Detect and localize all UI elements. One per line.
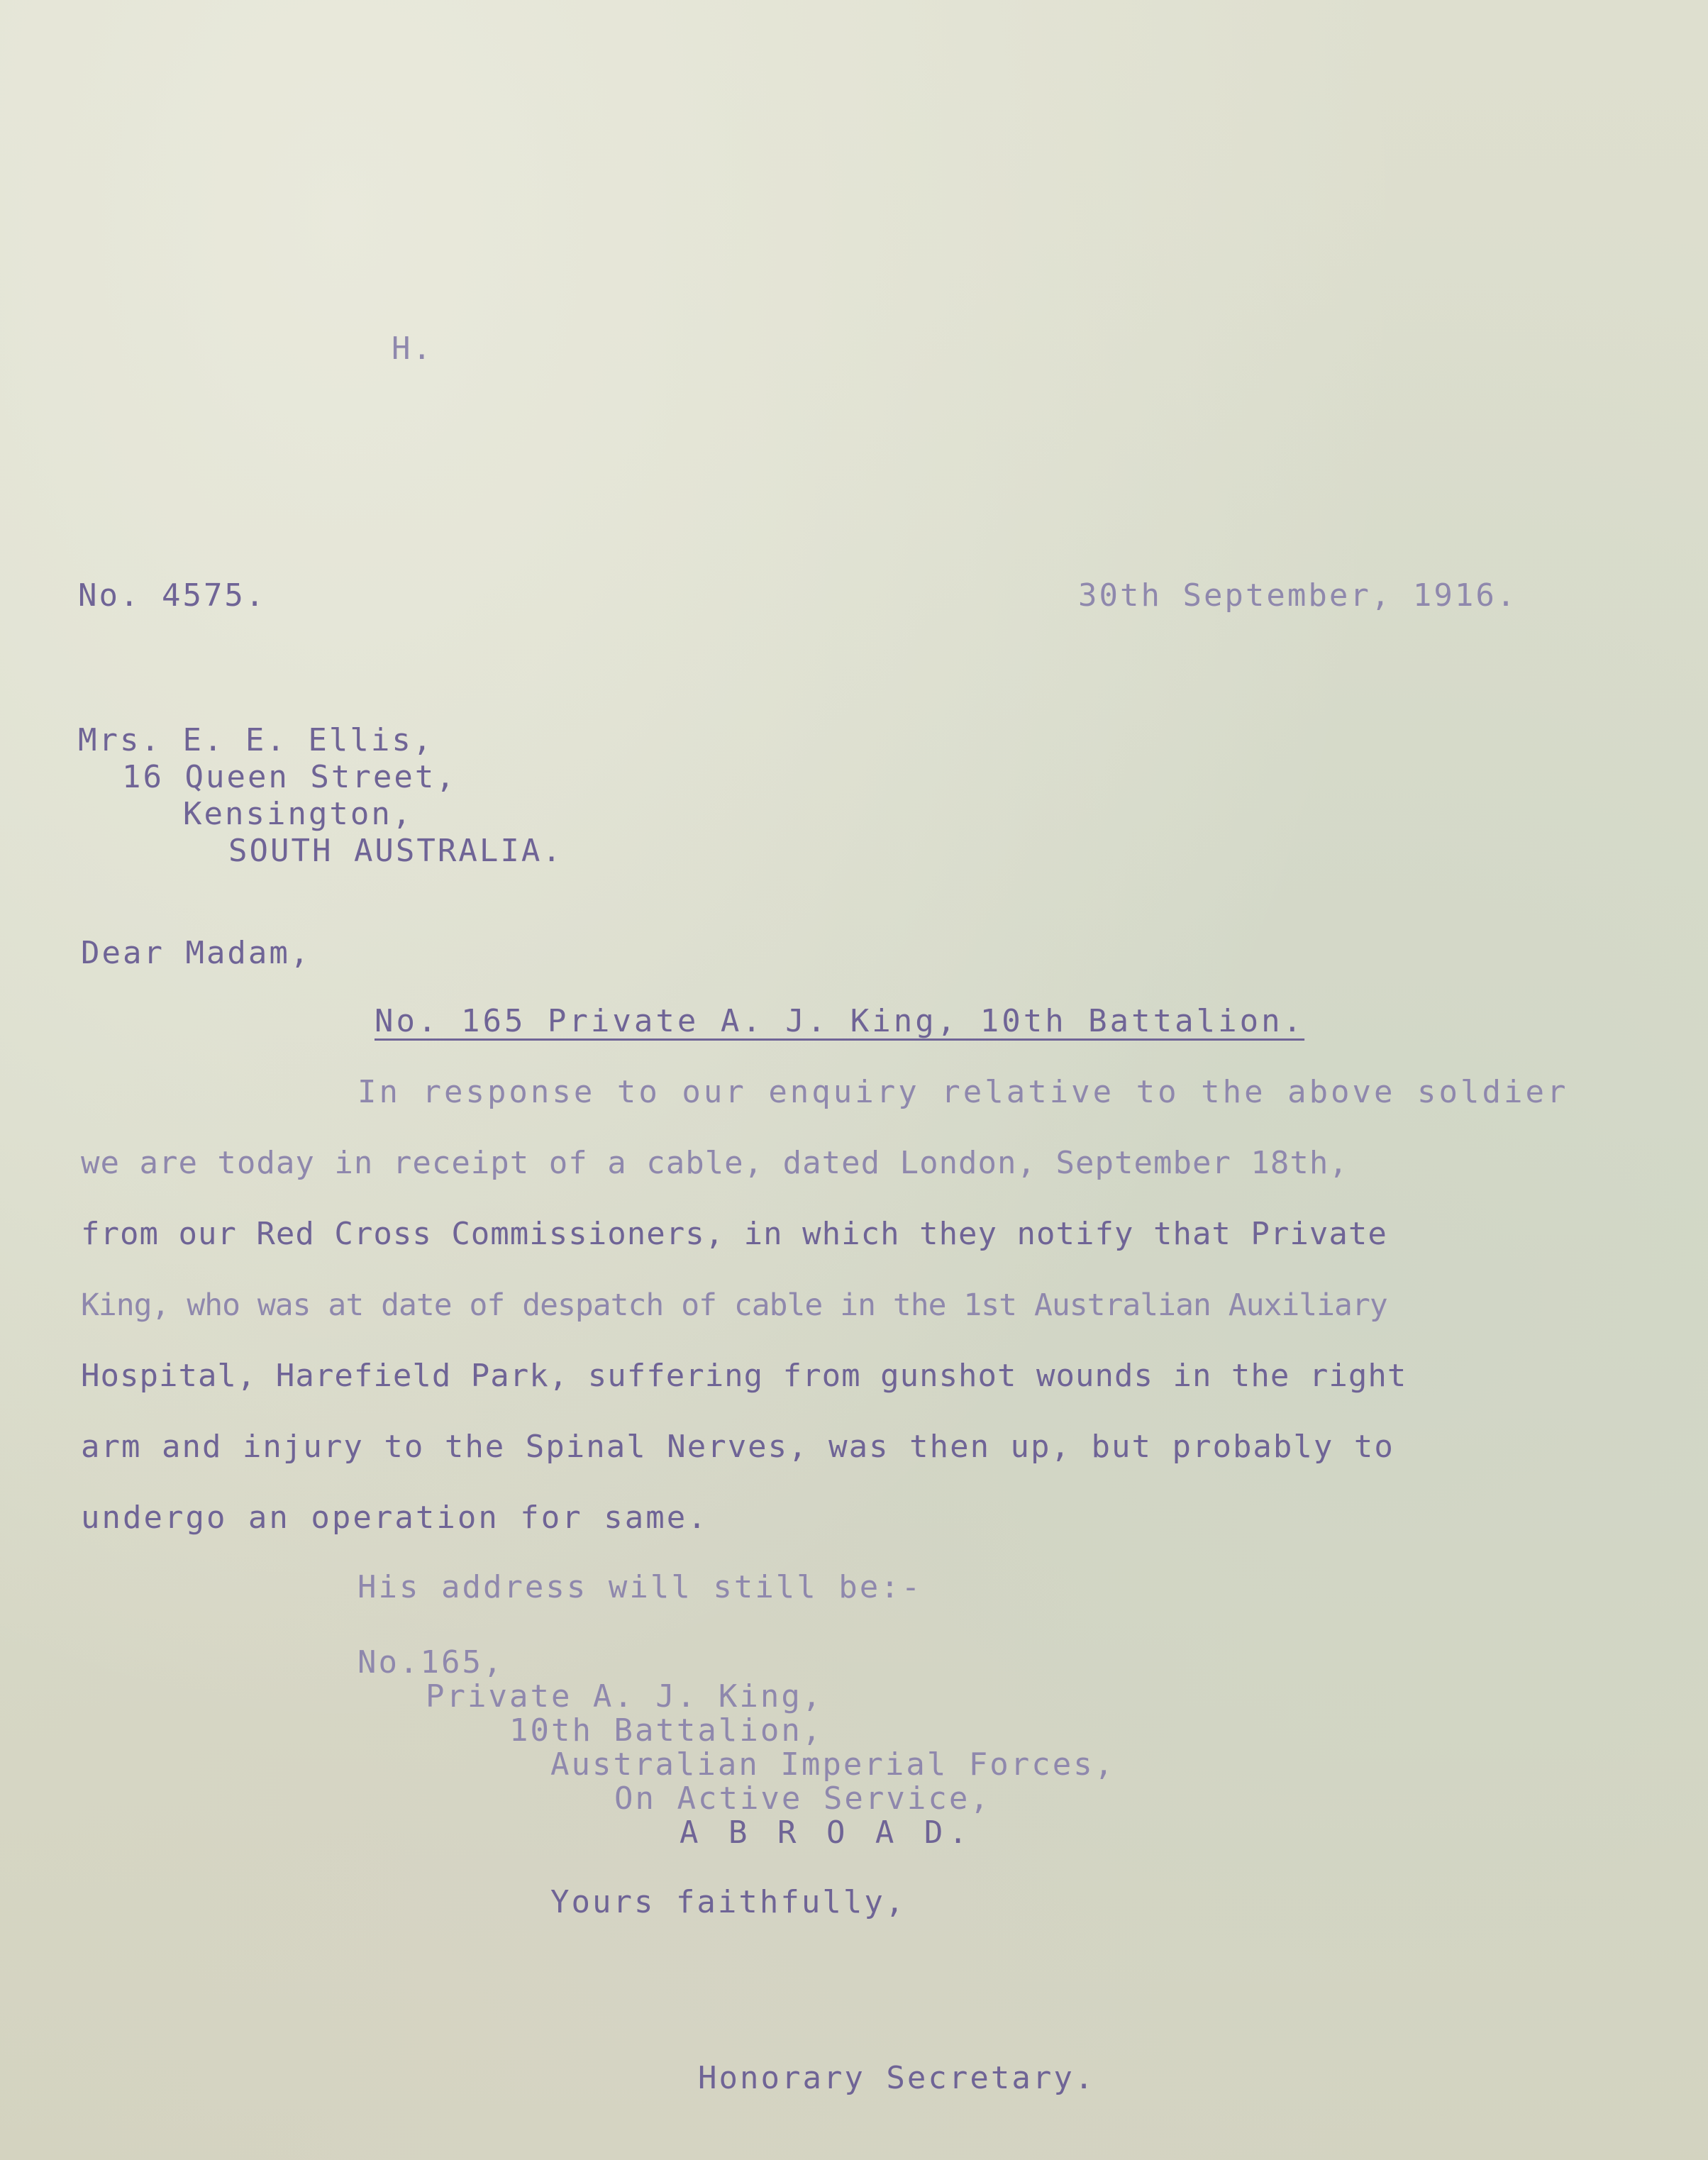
address-intro: His address will still be:- (357, 1569, 923, 1605)
address-line: Australian Imperial Forces, (550, 1746, 1116, 1783)
body-line: King, who was at date of despatch of cable in the 1st Australian Auxiliary (81, 1287, 1387, 1323)
body-line: arm and injury to the Spinal Nerves, was then up, but probably to (81, 1429, 1394, 1465)
address-line: No.165, (357, 1644, 504, 1680)
salutation: Dear Madam, (81, 935, 311, 971)
closing: Yours faithfully, (550, 1884, 906, 1920)
recipient-street: 16 Queen Street, (122, 759, 457, 795)
body-line: from our Red Cross Commissioners, in which they notify that Private (81, 1216, 1387, 1252)
body-line: undergo an operation for same. (81, 1500, 709, 1536)
address-line: A B R O A D. (680, 1815, 973, 1851)
subject-line: No. 165 Private A. J. King, 10th Battalion. (375, 1003, 1305, 1039)
file-mark: H. (392, 331, 433, 367)
recipient-state: SOUTH AUSTRALIA. (228, 833, 563, 869)
body-line: In response to our enquiry relative to the above soldier (357, 1074, 1569, 1110)
reference-number: No. 4575. (78, 577, 267, 614)
letter-date: 30th September, 1916. (1078, 577, 1518, 614)
address-line: Private A. J. King, (426, 1678, 824, 1715)
signatory-title: Honorary Secretary. (698, 2060, 1096, 2096)
body-line: Hospital, Harefield Park, suffering from gunshot wounds in the right (81, 1358, 1407, 1394)
address-line: 10th Battalion, (509, 1712, 824, 1749)
recipient-suburb: Kensington, (183, 796, 414, 832)
recipient-name: Mrs. E. E. Ellis, (78, 722, 434, 758)
address-line: On Active Service, (614, 1780, 991, 1817)
body-line: we are today in receipt of a cable, dated London, September 18th, (81, 1145, 1348, 1181)
